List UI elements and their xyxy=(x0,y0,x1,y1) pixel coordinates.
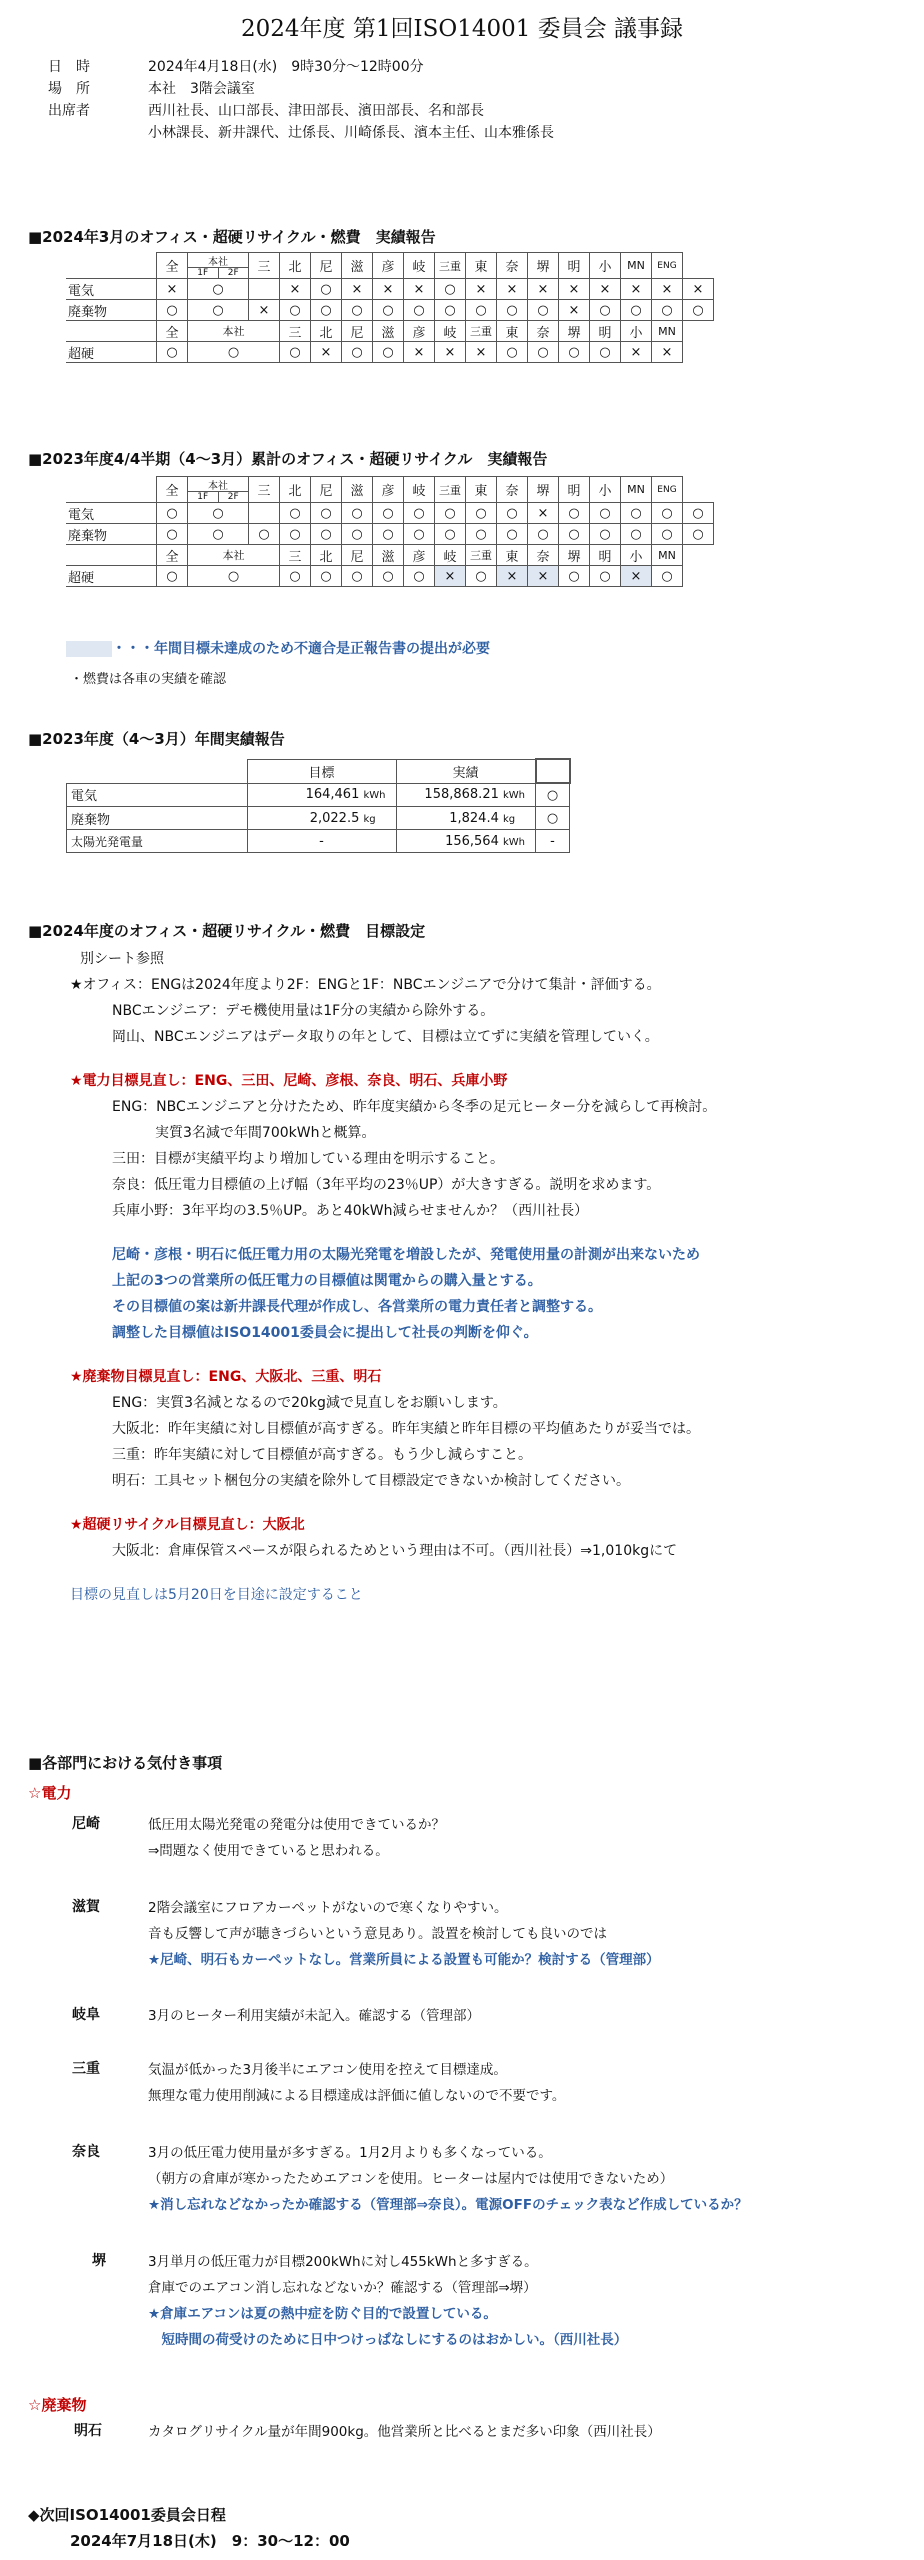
column-header: 尼 xyxy=(342,321,373,342)
result-cell: ○ xyxy=(590,566,621,587)
result-cell: × xyxy=(497,566,528,587)
target-line: 目標の見直しは5月20日を目途に設定すること xyxy=(70,1587,363,1603)
electricity-heading: ☆電力 xyxy=(28,1784,72,1802)
result-cell: × xyxy=(435,342,466,363)
result-cell: ○ xyxy=(466,503,497,524)
column-header: 全 xyxy=(157,477,188,503)
result-cell: ○ xyxy=(157,300,188,321)
result-cell: ○ xyxy=(497,524,528,545)
result-cell: ○ xyxy=(404,524,435,545)
result-cell: ○ xyxy=(280,503,311,524)
column-header: 本社 xyxy=(188,545,280,566)
column-header: 明 xyxy=(559,477,590,503)
column-header: 岐 xyxy=(404,253,435,279)
dept-note-line: 3月の低圧電力使用量が多すぎる。1月2月よりも多くなっている。 xyxy=(148,2145,552,2161)
result-cell: ○ xyxy=(188,524,249,545)
target-line: 大阪北：倉庫保管スペースが限られるためという理由は不可。（西川社長）⇒1,010kgにて xyxy=(112,1543,678,1559)
column-header: 三重 xyxy=(466,321,497,342)
column-header: 彦 xyxy=(373,477,404,503)
result-cell: ○ xyxy=(652,503,683,524)
result-cell: ○ xyxy=(157,524,188,545)
result-cell: ○ xyxy=(404,300,435,321)
target-line: 上記の3つの営業所の低圧電力の目標値は関電からの購入量とする。 xyxy=(112,1273,542,1289)
result-cell: ○ xyxy=(188,300,249,321)
dept-note-line: 2階会議室にフロアカーペットがないので寒くなりやすい。 xyxy=(148,1900,508,1916)
next-meeting-date: 2024年7月18日(木) 9：30〜12：00 xyxy=(70,2532,350,2550)
result-cell: ○ xyxy=(559,503,590,524)
result-cell: ○ xyxy=(373,300,404,321)
table-row: 電気 164,461 kWh 158,868.21 kWh ○ xyxy=(67,783,570,807)
dept-note-line: 低圧用太陽光発電の発電分は使用できているか？ xyxy=(148,1817,445,1833)
result-cell: × xyxy=(249,300,280,321)
table-row xyxy=(66,503,714,524)
result-cell: ○ xyxy=(188,342,280,363)
result-cell: ○ xyxy=(373,503,404,524)
target-line: 大阪北：昨年実績に対し目標値が高すぎる。昨年実績と昨年目標の平均値あたりが妥当では。 xyxy=(112,1421,700,1437)
result-cell: ○ xyxy=(652,566,683,587)
target-line: ★オフィス：ENGは2024年度より2F：ENGと1F：NBCエンジニアで分けて集計・評価する。 xyxy=(70,977,661,993)
result-cell: × xyxy=(280,279,311,300)
result-cell: × xyxy=(157,279,188,300)
result-cell: ○ xyxy=(404,503,435,524)
attendees-line2: 小林課長、新井課代、辻係長、川崎係長、濱本主任、山本雅係長 xyxy=(148,125,554,141)
result-cell: ○ xyxy=(373,524,404,545)
target-line: 三田：目標が実績平均より増加している理由を明示すること。 xyxy=(112,1151,504,1167)
table-row xyxy=(66,566,714,587)
date-label: 日 時 xyxy=(48,59,90,75)
section-heading-cumulative: ■2023年度4/4半期（4〜3月）累計のオフィス・超硬リサイクル 実績報告 xyxy=(28,450,548,468)
column-header: 三重 xyxy=(466,545,497,566)
result-cell: ○ xyxy=(621,503,652,524)
result-cell: ○ xyxy=(311,566,342,587)
result-cell: ○ xyxy=(559,342,590,363)
result-cell: ○ xyxy=(466,524,497,545)
row-label: 電気 xyxy=(66,279,157,300)
result-cell: ○ xyxy=(621,300,652,321)
march-results-table xyxy=(66,252,714,363)
dept-note-line: 短時間の荷受けのために日中つけっぱなしにするのはおかしい。（西川社長） xyxy=(148,2332,628,2348)
column-header: 東 xyxy=(497,321,528,342)
column-header: 三 xyxy=(249,253,280,279)
target-line: 三重：昨年実績に対して目標値が高すぎる。もう少し減らすこと。 xyxy=(112,1447,532,1463)
column-header: 小 xyxy=(590,477,621,503)
result-cell: ○ xyxy=(683,503,714,524)
target-line: 尼崎・彦根・明石に低圧電力用の太陽光発電を増設したが、発電使用量の計測が出来ないため xyxy=(112,1247,700,1263)
fuel-note: ・燃費は各車の実績を確認 xyxy=(70,672,227,687)
section-heading-march: ■2024年3月のオフィス・超硬リサイクル・燃費 実績報告 xyxy=(28,228,436,246)
result-cell: × xyxy=(528,503,559,524)
column-header: 滋 xyxy=(373,321,404,342)
table-header-row xyxy=(66,321,714,342)
result-cell: ○ xyxy=(342,503,373,524)
column-header: 尼 xyxy=(311,253,342,279)
column-header: 奈 xyxy=(528,545,559,566)
section-heading-targets: ■2024年度のオフィス・超硬リサイクル・燃費 目標設定 xyxy=(28,922,426,940)
result-cell: × xyxy=(497,279,528,300)
column-header: 小 xyxy=(590,253,621,279)
place-value: 本社 3階会議室 xyxy=(148,81,255,97)
dept-name: 堺 xyxy=(92,2253,106,2269)
column-header: 尼 xyxy=(311,477,342,503)
column-header: 岐 xyxy=(404,477,435,503)
col-actual: 実績 xyxy=(396,759,536,783)
result-cell: ○ xyxy=(311,524,342,545)
result-cell: ○ xyxy=(559,524,590,545)
column-header: 東 xyxy=(466,477,497,503)
column-header: 北 xyxy=(280,253,311,279)
dept-name: 岐阜 xyxy=(72,2007,100,2023)
result-cell: ○ xyxy=(528,300,559,321)
result-cell: ○ xyxy=(590,524,621,545)
result-cell: × xyxy=(342,279,373,300)
result-cell: ○ xyxy=(280,566,311,587)
column-header: MN xyxy=(621,477,652,503)
column-header: 岐 xyxy=(435,321,466,342)
result-cell: ○ xyxy=(188,566,280,587)
attendees-label: 出席者 xyxy=(48,103,90,119)
column-header: 北 xyxy=(280,477,311,503)
result-cell: ○ xyxy=(590,503,621,524)
date-value: 2024年4月18日(水) 9時30分〜12時00分 xyxy=(148,59,424,75)
result-cell: ○ xyxy=(683,300,714,321)
column-header: 奈 xyxy=(528,321,559,342)
row-label: 廃棄物 xyxy=(66,300,157,321)
column-header: 三 xyxy=(249,477,280,503)
result-cell: ○ xyxy=(311,300,342,321)
column-header: 全 xyxy=(157,321,188,342)
dept-note-line: ⇒問題なく使用できていると思われる。 xyxy=(148,1843,389,1859)
result-cell: ○ xyxy=(559,566,590,587)
result-cell: ○ xyxy=(157,342,188,363)
column-header: 北 xyxy=(311,321,342,342)
dept-note-line: 3月のヒーター利用実績が未記入。確認する（管理部） xyxy=(148,2008,481,2024)
result-cell: ○ xyxy=(435,503,466,524)
table-header-row xyxy=(66,253,714,279)
result-cell: × xyxy=(466,279,497,300)
row-label: 廃棄物 xyxy=(66,524,157,545)
column-header: 全 xyxy=(157,253,188,279)
result-cell: ○ xyxy=(590,300,621,321)
column-header: 尼 xyxy=(342,545,373,566)
row-label: 超硬 xyxy=(66,342,157,363)
target-line: 調整した目標値はISO14001委員会に提出して社長の判断を仰ぐ。 xyxy=(112,1325,538,1341)
dept-note-line: 気温が低かった3月後半にエアコン使用を控えて目標達成。 xyxy=(148,2062,507,2078)
section-heading-annual: ■2023年度（4〜3月）年間実績報告 xyxy=(28,730,285,748)
column-header: 本社 xyxy=(188,321,280,342)
column-header: 奈 xyxy=(497,253,528,279)
table-header-row xyxy=(66,545,714,566)
target-line: 明石：工具セット梱包分の実績を除外して目標設定できないか検討してください。 xyxy=(112,1473,630,1489)
target-line: NBCエンジニア：デモ機使用量は1F分の実績から除外する。 xyxy=(112,1003,495,1019)
target-line: 岡山、NBCエンジニアはデータ取りの年として、目標は立てずに実績を管理していく。 xyxy=(112,1029,659,1045)
table-header-row xyxy=(66,477,714,503)
table-row xyxy=(66,300,714,321)
result-cell: × xyxy=(373,279,404,300)
meeting-info xyxy=(48,56,554,144)
column-header: MN xyxy=(652,321,683,342)
dept-note-line: 無理な電力使用削減による目標達成は評価に値しないので不要です。 xyxy=(148,2088,566,2104)
annual-results-table xyxy=(66,758,571,853)
result-cell: ○ xyxy=(435,300,466,321)
column-header: 岐 xyxy=(435,545,466,566)
column-header: MN xyxy=(652,545,683,566)
dept-note-line: カタログリサイクル量が年間900kg。他営業所と比べるとまだ多い印象（西川社長） xyxy=(148,2424,661,2440)
row-label: 超硬 xyxy=(66,566,157,587)
dept-note-line: ★倉庫エアコンは夏の熱中症を防ぐ目的で設置している。 xyxy=(148,2306,497,2322)
column-header: 堺 xyxy=(528,253,559,279)
column-header: 滋 xyxy=(373,545,404,566)
section-heading-notes: ■各部門における気付き事項 xyxy=(28,1754,223,1772)
column-header: MN xyxy=(621,253,652,279)
result-cell: × xyxy=(590,279,621,300)
column-header: 東 xyxy=(466,253,497,279)
column-header: 彦 xyxy=(373,253,404,279)
result-cell: × xyxy=(652,279,683,300)
result-cell: ○ xyxy=(621,524,652,545)
column-header: 明 xyxy=(590,545,621,566)
cumulative-results-table xyxy=(66,476,714,587)
table-row: 廃棄物 2,022.5 kg 1,824.4 kg ○ xyxy=(67,807,570,830)
result-cell: ○ xyxy=(683,524,714,545)
column-header: 堺 xyxy=(528,477,559,503)
target-line: 実質3名減で年間700kWhと概算。 xyxy=(155,1125,376,1141)
target-line: その目標値の案は新井課長代理が作成し、各営業所の電力責任者と調整する。 xyxy=(112,1299,602,1315)
dept-note-line: ★消し忘れなどなかったか確認する（管理部⇒奈良）。電源OFFのチェック表など作成しているか？ xyxy=(148,2197,748,2213)
result-cell: × xyxy=(466,342,497,363)
result-cell: × xyxy=(683,279,714,300)
column-header: 三重 xyxy=(435,477,466,503)
result-cell: × xyxy=(435,566,466,587)
result-cell: ○ xyxy=(373,566,404,587)
result-cell: ○ xyxy=(188,279,249,300)
column-header: 小 xyxy=(621,321,652,342)
dept-note-line: 倉庫でのエアコン消し忘れなどないか？確認する（管理部⇒堺） xyxy=(148,2280,537,2296)
column-header: 奈 xyxy=(497,477,528,503)
table-row xyxy=(66,279,714,300)
result-cell: ○ xyxy=(497,300,528,321)
dept-name: 三重 xyxy=(72,2061,100,2077)
result-cell: ○ xyxy=(342,566,373,587)
result-cell: ○ xyxy=(466,566,497,587)
result-cell: ○ xyxy=(652,524,683,545)
result-cell: ○ xyxy=(157,503,188,524)
column-header: ENG xyxy=(652,477,683,503)
column-header: 滋 xyxy=(342,253,373,279)
result-cell: × xyxy=(404,279,435,300)
result-cell: ○ xyxy=(157,566,188,587)
result-cell: ○ xyxy=(652,300,683,321)
target-line: 兵庫小野：3年平均の3.5％UP。あと40kWh減らせませんか？（西川社長） xyxy=(112,1203,589,1219)
table-row xyxy=(66,524,714,545)
target-line: ★超硬リサイクル目標見直し：大阪北 xyxy=(70,1517,305,1533)
dept-name: 明石 xyxy=(74,2423,102,2439)
result-cell: ○ xyxy=(435,524,466,545)
column-header: 三 xyxy=(280,321,311,342)
result-cell xyxy=(249,279,280,300)
result-cell xyxy=(249,503,280,524)
result-cell: ○ xyxy=(342,300,373,321)
dept-name: 滋賀 xyxy=(72,1899,100,1915)
result-cell: ○ xyxy=(249,524,280,545)
result-cell: × xyxy=(559,279,590,300)
target-line: ENG：NBCエンジニアと分けたため、昨年度実績から冬季の足元ヒーター分を減らして再検討。 xyxy=(112,1099,717,1115)
column-header: 東 xyxy=(497,545,528,566)
dept-note-line: 3月単月の低圧電力が目標200kWhに対し455kWhと多すぎる。 xyxy=(148,2254,538,2270)
target-line: ★廃棄物目標見直し：ENG、大阪北、三重、明石 xyxy=(70,1369,382,1385)
row-label: 電気 xyxy=(66,503,157,524)
result-cell: ○ xyxy=(188,503,249,524)
col-target: 目標 xyxy=(247,759,396,783)
column-header: 三 xyxy=(280,545,311,566)
result-cell: × xyxy=(311,342,342,363)
column-header: 彦 xyxy=(404,321,435,342)
dept-note-line: 音も反響して声が聴きづらいという意見あり。設置を検討しても良いのでは xyxy=(148,1926,607,1942)
result-cell: × xyxy=(404,342,435,363)
column-header: 堺 xyxy=(559,545,590,566)
column-header: ENG xyxy=(652,253,683,279)
result-cell: ○ xyxy=(497,342,528,363)
column-header: 明 xyxy=(590,321,621,342)
dept-note-line: ★尼崎、明石もカーペットなし。営業所員による設置も可能か？検討する（管理部） xyxy=(148,1952,660,1968)
target-line: ENG：実質3名減となるので20kg減で見直しをお願いします。 xyxy=(112,1395,507,1411)
result-cell: × xyxy=(652,342,683,363)
column-header: 彦 xyxy=(404,545,435,566)
result-cell: ○ xyxy=(280,342,311,363)
result-cell: ○ xyxy=(311,503,342,524)
dept-name: 奈良 xyxy=(72,2144,100,2160)
result-cell: ○ xyxy=(528,524,559,545)
column-header: 三重 xyxy=(435,253,466,279)
result-cell: ○ xyxy=(404,566,435,587)
target-line: 別シート参照 xyxy=(80,951,164,967)
dept-note-line: （朝方の倉庫が寒かったためエアコンを使用。ヒーターは屋内では使用できないため） xyxy=(148,2171,674,2187)
target-line: ★電力目標見直し：ENG、三田、尼崎、彦根、奈良、明石、兵庫小野 xyxy=(70,1073,508,1089)
result-cell: ○ xyxy=(528,342,559,363)
result-cell: ○ xyxy=(435,279,466,300)
result-cell: ○ xyxy=(342,524,373,545)
result-cell: × xyxy=(528,279,559,300)
column-header: 全 xyxy=(157,545,188,566)
results-grid xyxy=(66,476,714,587)
column-header: 本社 1F 2F xyxy=(188,477,249,503)
result-cell: × xyxy=(621,342,652,363)
next-meeting-heading: ◆次回ISO14001委員会日程 xyxy=(28,2506,226,2524)
column-header: 明 xyxy=(559,253,590,279)
waste-heading: ☆廃棄物 xyxy=(28,2396,87,2414)
table-row: 太陽光発電量 - 156,564 kWh - xyxy=(67,830,570,853)
result-cell: ○ xyxy=(280,524,311,545)
page-title: 2024年度 第1回ISO14001 委員会 議事録 xyxy=(241,16,683,42)
column-header: 本社 1F 2F xyxy=(188,253,249,279)
result-cell: × xyxy=(528,566,559,587)
column-header: 北 xyxy=(311,545,342,566)
column-header: 堺 xyxy=(559,321,590,342)
result-cell: × xyxy=(621,279,652,300)
column-header: 小 xyxy=(621,545,652,566)
result-cell: ○ xyxy=(466,300,497,321)
result-cell: ○ xyxy=(280,300,311,321)
result-cell: × xyxy=(621,566,652,587)
result-cell: ○ xyxy=(590,342,621,363)
table-row xyxy=(66,342,714,363)
results-grid xyxy=(66,252,714,363)
result-cell: ○ xyxy=(342,342,373,363)
nonconformity-note: ・・・年間目標未達成のため不適合是正報告書の提出が必要 xyxy=(66,638,490,658)
attendees-line1: 西川社長、山口部長、津田部長、濱田部長、名和部長 xyxy=(148,103,484,119)
place-label: 場 所 xyxy=(48,81,90,97)
result-cell: × xyxy=(559,300,590,321)
target-line: 奈良：低圧電力目標値の上げ幅（3年平均の23％UP）が大きすぎる。説明を求めます。 xyxy=(112,1177,661,1193)
result-cell: ○ xyxy=(311,279,342,300)
dept-name: 尼崎 xyxy=(72,1816,100,1832)
result-cell: ○ xyxy=(373,342,404,363)
result-cell: ○ xyxy=(497,503,528,524)
column-header: 滋 xyxy=(342,477,373,503)
